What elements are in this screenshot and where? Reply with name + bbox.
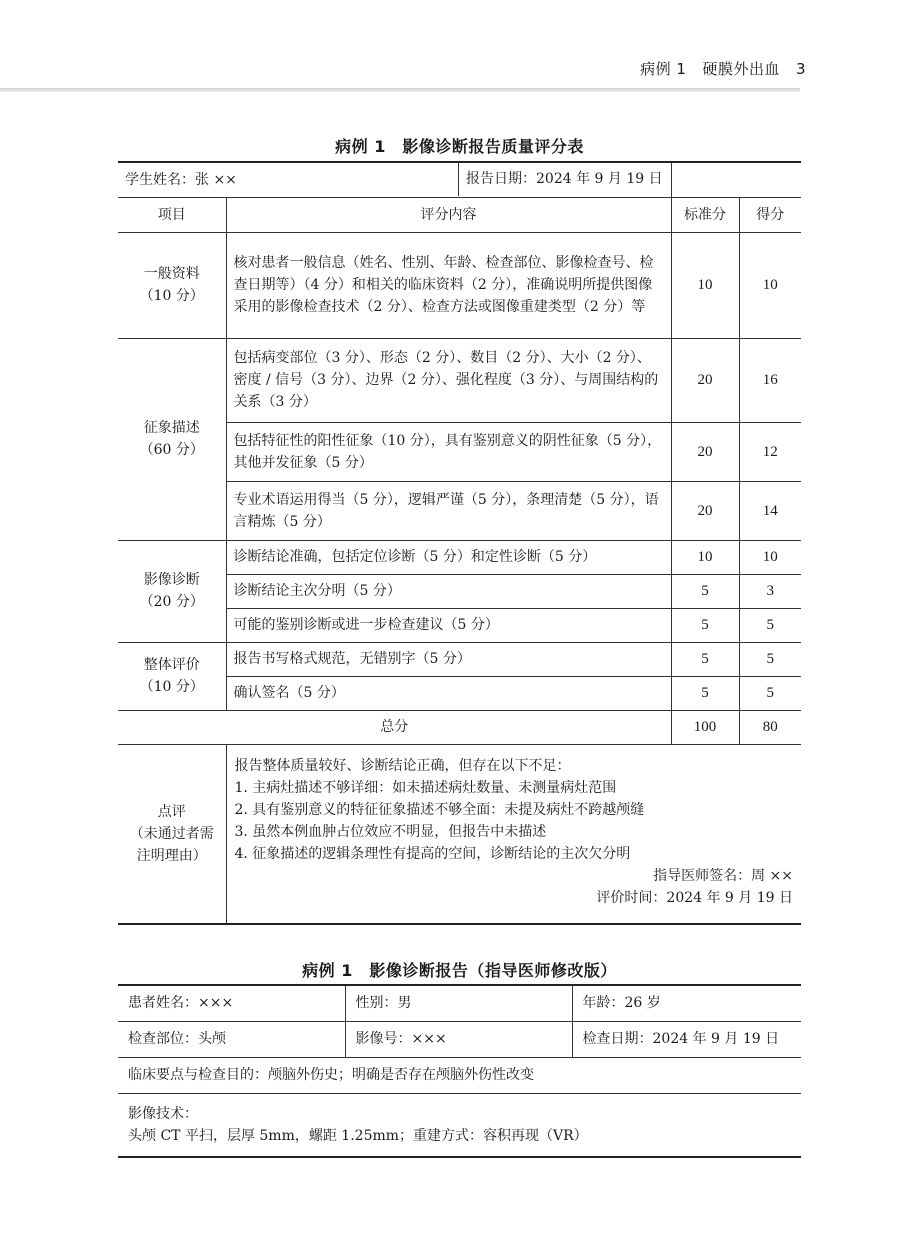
header-content: 评分内容 — [226, 197, 671, 232]
remarks-label-line2: （未通过者需 — [129, 825, 214, 842]
technique-row — [118, 1093, 801, 1157]
report-date-cell — [671, 162, 801, 197]
patient-age: 年龄：26 岁 — [572, 985, 801, 1021]
total-standard: 100 — [671, 710, 739, 744]
item-overall-name: 整体评价 — [143, 657, 200, 673]
report-date — [466, 163, 663, 196]
patient-sex: 性别：男 — [345, 985, 572, 1021]
item-signs-name: 征象描述 — [143, 420, 200, 436]
student-row-divider — [458, 163, 459, 196]
patient-name: 患者姓名：××× — [118, 985, 345, 1021]
table-header-row — [118, 197, 801, 232]
content-diagnosis-2: 诊断结论主次分明（5 分） — [226, 574, 671, 608]
item-overall — [118, 642, 226, 710]
item-general-points: （10 分） — [139, 288, 204, 304]
student-name-value: 张 ×× — [195, 171, 237, 188]
clinical-row — [118, 1057, 801, 1093]
running-head — [640, 58, 806, 79]
remarks-label-line1: 点评 — [157, 803, 186, 820]
score-overall-2: 5 — [739, 676, 801, 710]
item-general-name: 一般资料 — [143, 266, 200, 282]
standard-diagnosis-1: 10 — [671, 540, 739, 574]
remarks-item: 2. 具有鉴别意义的特征征象描述不够全面：未提及病灶不跨越颅缝 — [234, 801, 645, 818]
remarks-label — [118, 744, 226, 924]
exam-site: 检查部位：头颅 — [118, 1021, 345, 1057]
report-table — [118, 984, 801, 1158]
score-diagnosis-1: 10 — [739, 540, 801, 574]
standard-signs-2: 20 — [671, 422, 739, 481]
student-name-label: 学生姓名： — [125, 171, 195, 188]
table-row-general — [118, 232, 801, 338]
exam-date: 检查日期：2024 年 9 月 19 日 — [572, 1021, 801, 1057]
remarks-content — [226, 744, 801, 924]
item-signs-points: （60 分） — [139, 442, 204, 458]
evaluation-time: 评价时间：2024 年 9 月 19 日 — [596, 889, 794, 906]
standard-overall-2: 5 — [671, 676, 739, 710]
scoring-table — [118, 161, 801, 925]
content-diagnosis-1: 诊断结论准确，包括定位诊断（5 分）和定性诊断（5 分） — [226, 540, 671, 574]
remarks-item: 3. 虽然本例血肿占位效应不明显，但报告中未描述 — [234, 823, 547, 840]
content-overall-1: 报告书写格式规范，无错别字（5 分） — [226, 642, 671, 676]
content-signs-1: 包括病变部位（3 分）、形态（2 分）、数目（2 分）、大小（2 分）、密度 / 信号（3 分）、边界（2 分）、强化程度（3 分）、与周围结构的关系（3 分） — [226, 338, 671, 422]
item-general — [118, 232, 226, 338]
image-number: 影像号：××× — [345, 1021, 572, 1057]
table-row-overall-1 — [118, 642, 801, 676]
clinical-purpose: 临床要点与检查目的：颅脑外伤史；明确是否存在颅脑外伤性改变 — [118, 1057, 801, 1093]
table-row-diagnosis-1 — [118, 540, 801, 574]
page-number: 3 — [795, 60, 806, 78]
running-head-title: 硬膜外出血 — [702, 60, 780, 78]
item-overall-points: （10 分） — [139, 679, 204, 695]
score-signs-2: 12 — [739, 422, 801, 481]
table-row-signs-1 — [118, 338, 801, 422]
score-general: 10 — [739, 232, 801, 338]
item-signs — [118, 338, 226, 540]
score-diagnosis-2: 3 — [739, 574, 801, 608]
total-label: 总分 — [118, 710, 671, 744]
standard-diagnosis-3: 5 — [671, 608, 739, 642]
header-standard: 标准分 — [671, 197, 739, 232]
exam-info-row — [118, 1021, 801, 1057]
scoring-table-title: 病例 1 影像诊断报告质量评分表 — [335, 137, 584, 156]
remarks-item: 4. 征象描述的逻辑条理性有提高的空间，诊断结论的主次欠分明 — [234, 845, 631, 862]
standard-signs-1: 20 — [671, 338, 739, 422]
score-signs-1: 16 — [739, 338, 801, 422]
content-signs-3: 专业术语运用得当（5 分），逻辑严谨（5 分），条理清楚（5 分），语言精炼（5 分） — [226, 481, 671, 540]
supervisor-signature: 指导医师签名：周 ×× — [653, 867, 794, 884]
header-score: 得分 — [739, 197, 801, 232]
table-row-remarks — [118, 744, 801, 924]
remarks-intro: 报告整体质量较好、诊断结论正确，但存在以下不足： — [234, 757, 571, 774]
standard-signs-3: 20 — [671, 481, 739, 540]
header-rule — [0, 88, 800, 92]
item-diagnosis-points: （20 分） — [139, 594, 204, 610]
header-item: 项目 — [118, 197, 226, 232]
imaging-technique — [118, 1093, 801, 1157]
report-date-value: 2024 年 9 月 19 日 — [536, 171, 663, 187]
standard-general: 10 — [671, 232, 739, 338]
total-score: 80 — [739, 710, 801, 744]
student-info-row — [118, 162, 801, 197]
score-diagnosis-3: 5 — [739, 608, 801, 642]
content-diagnosis-3: 可能的鉴别诊断或进一步检查建议（5 分） — [226, 608, 671, 642]
report-date-label: 报告日期： — [466, 171, 536, 187]
remarks-item: 1. 主病灶描述不够详细：如未描述病灶数量、未测量病灶范围 — [234, 779, 617, 796]
score-overall-1: 5 — [739, 642, 801, 676]
table-row-total — [118, 710, 801, 744]
item-diagnosis — [118, 540, 226, 642]
content-general: 核对患者一般信息（姓名、性别、年龄、检查部位、影像检查号、检查日期等）（4 分）和相关的临床资料（2 分），准确说明所提供图像采用的影像检查技术（2 分）、检查方法或图像重建类型（2 分）等 — [226, 232, 671, 338]
patient-info-row — [118, 985, 801, 1021]
standard-diagnosis-2: 5 — [671, 574, 739, 608]
content-signs-2: 包括特征性的阳性征象（10 分），具有鉴别意义的阴性征象（5 分），其他并发征象（5 分） — [226, 422, 671, 481]
item-diagnosis-name: 影像诊断 — [143, 572, 200, 588]
standard-overall-1: 5 — [671, 642, 739, 676]
technique-label: 影像技术： — [128, 1105, 198, 1122]
score-signs-3: 14 — [739, 481, 801, 540]
running-head-case: 病例 1 — [640, 60, 687, 78]
remarks-label-line3: 注明理由） — [136, 847, 207, 864]
content-overall-2: 确认签名（5 分） — [226, 676, 671, 710]
technique-detail: 头颅 CT 平扫，层厚 5mm，螺距 1.25mm；重建方式：容积再现（VR） — [128, 1127, 588, 1144]
report-table-title: 病例 1 影像诊断报告（指导医师修改版） — [302, 961, 617, 980]
